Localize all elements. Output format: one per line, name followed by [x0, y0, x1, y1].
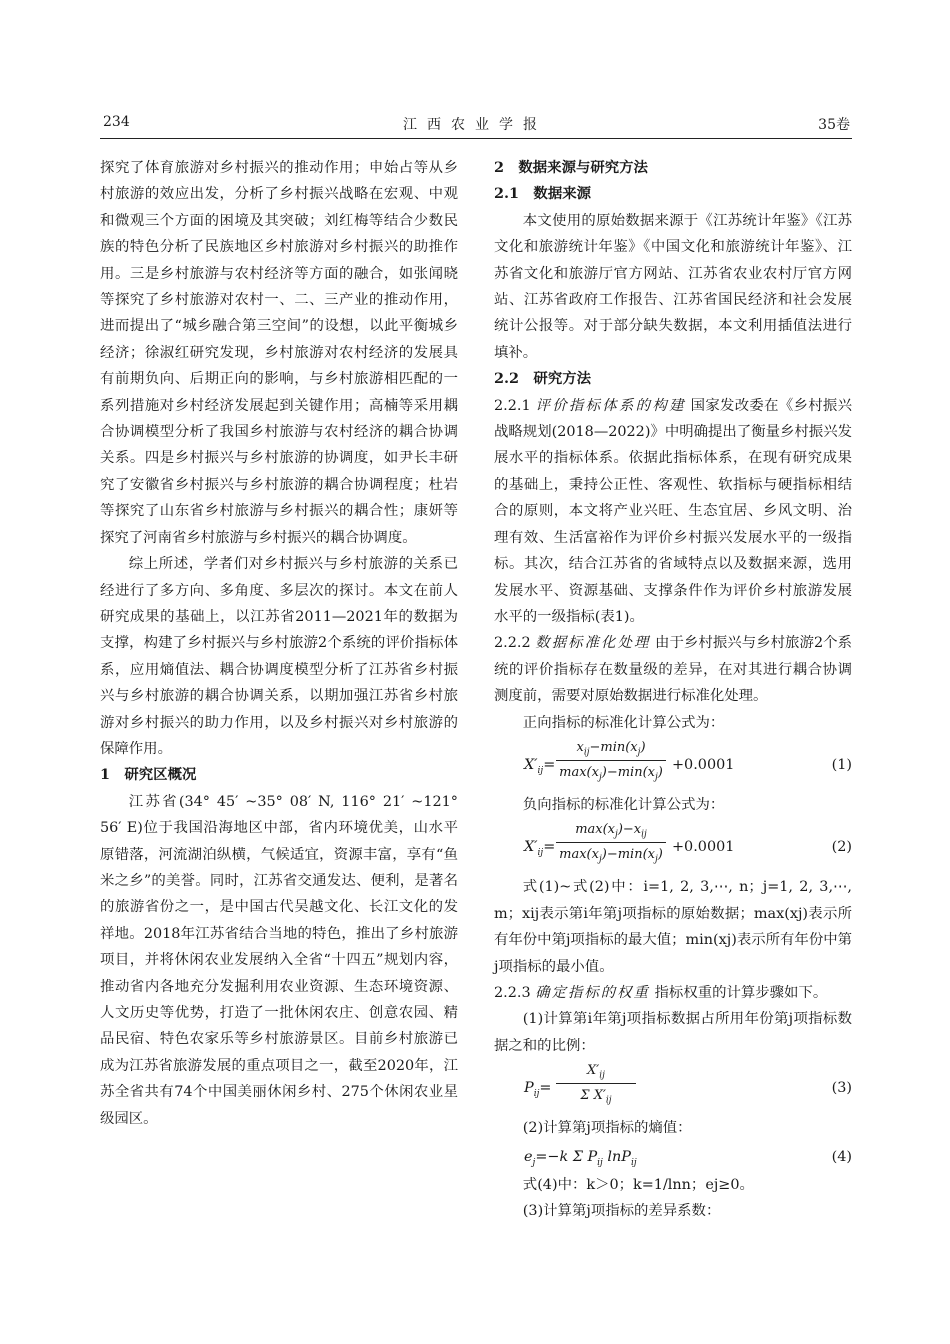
equation-1 [494, 736, 852, 792]
equation-4-number: (4) [831, 1148, 852, 1165]
subsection-2-2-1-title: 评价指标体系的构建 [535, 397, 686, 414]
equation-3-denominator: Σ $X'_{ij}$ [580, 1088, 612, 1106]
section-1-heading: 1 研究区概况 [100, 766, 197, 784]
equation-2 [494, 818, 852, 874]
subsection-2-2-3-text: 指标权重的计算步骤如下。 [654, 984, 828, 1001]
step-1-text: (1)计算第i年第j项指标数据占所用年份第j项指标数据之和的比例： [494, 1011, 852, 1054]
subsection-2-2-1 [494, 393, 852, 631]
left-column [100, 155, 458, 1132]
subsection-2-2-3-number: 2.2.3 [494, 984, 531, 1001]
equation-3-lhs: $P_{ij}=$ [524, 1080, 552, 1100]
subsection-2-2-2-text: 由于乡村振兴与乡村旅游2个系统的评价指标存在数量级的差异，在对其进行耦合协调测度前，需要对原始数据进行标准化处理。 [494, 635, 852, 705]
subsection-2-2-1-text: 国家发改委在《乡村振兴战略规划(2018—2022)》中明确提出了衡量乡村振兴发展水平的指标体系。依据此指标体系，在现有研究成果的基础上，秉持公正性、客观性、软指标与硬指标相结合的原则，本文将产业兴旺、生态宜居、乡风文明、治理有效、生活富裕作为评价乡村振兴发展水平的一级指标。其次，结合江苏省的省域特点以及数据来源，选用发展水平、资源基础、支撑条件作为评价乡村旅游发展水平的一级指标(表1)。 [494, 397, 852, 625]
equation-1-numerator: $x_{ij}-\min(x_j)$ [576, 739, 646, 758]
subsection-2-2-2 [494, 630, 852, 709]
positive-formula-label: 正向指标的标准化计算公式为： [522, 714, 725, 731]
equation-1-lhs: $X'_{ij}=$ [524, 756, 556, 776]
equation-4 [494, 1142, 852, 1172]
journal-title: 江西农业学报 [403, 117, 547, 133]
subsection-2-2-2-number: 2.2.2 [494, 635, 531, 652]
left-paragraph-3: 江苏省(34° 45′ ~35° 08′ N, 116° 21′ ~121° 56′ E)位于我国沿海地区中部，省内环境优美，山水平原错落，河流湖泊纵横，气候适宜，资源丰富，享有“鱼米之乡”的美誉。同时，江苏省交通发达、便利，是著名的旅游省份之一，是中国古代吴越文化、长江文化的发祥地。2018年江苏省结合当地的特色，推出了乡村旅游项目，并将休闲农业发展纳入全省“十四五”规划内容，推动省内各地充分发掘利用农业资源、生态环境资源、人文历史等优势，打造了一批休闲农庄、创意农园、精品民宿、特色农家乐等乡村旅游景区。目前乡村旅游已成为江苏省旅游发展的重点项目之一，截至2020年，江苏全省共有74个中国美丽休闲乡村、275个休闲农业星级园区。 [100, 793, 458, 1127]
header-rule [100, 138, 852, 139]
subsection-2-2-heading: 2.2 研究方法 [494, 370, 591, 388]
subsection-2-2-2-title: 数据标准化处理 [535, 635, 651, 652]
step-3-text: (3)计算第j项指标的差异系数： [522, 1203, 721, 1219]
data-source-paragraph: 本文使用的原始数据来源于《江苏统计年鉴》《江苏文化和旅游统计年鉴》《中国文化和旅游统计年鉴》、江苏省文化和旅游厅官方网站、江苏省农业农村厅官方网站、江苏省政府工作报告、江苏省国民经济和社会发展统计公报等。对于部分缺失数据，本文利用插值法进行填补。 [494, 212, 852, 361]
subsection-2-1-heading: 2.1 数据来源 [494, 185, 591, 203]
subsection-2-2-1-number: 2.2.1 [494, 397, 531, 414]
equation-2-fraction [556, 820, 666, 865]
equation-1-number: (1) [831, 756, 852, 773]
equation-1-constant: +0.0001 [672, 756, 735, 773]
equation-4-expression: $e_j=-k$ Σ $P_{ij}$ lnP$_{ij}$ [524, 1148, 637, 1168]
equation-1-denominator: $\max(x_j)-\min(x_j)$ [559, 764, 663, 783]
equation-1-fraction [556, 738, 666, 783]
volume-label: 35卷 [818, 117, 850, 133]
equation-3-fraction [556, 1061, 636, 1106]
subsection-2-2-3-title: 确定指标的权重 [535, 984, 650, 1001]
equation-2-lhs: $X'_{ij}=$ [524, 839, 556, 859]
equation-2-number: (2) [831, 839, 852, 856]
right-column [494, 155, 852, 1224]
equation-3-numerator: $X'_{ij}$ [587, 1063, 605, 1081]
left-paragraph-1: 探究了体育旅游对乡村振兴的推动作用；申始占等从乡村旅游的效应出发，分析了乡村振兴战略在宏观、中观和微观三个方面的困境及其突破；刘红梅等结合少数民族的特色分析了民族地区乡村旅游对乡村振兴的助推作用。三是乡村旅游与农村经济等方面的融合，如张闻晓等探究了乡村旅游对农村一、二、三产业的推动作用，进而提出了“城乡融合第三空间”的设想，以此平衡城乡经济；徐淑红研究发现，乡村旅游对农村经济的发展具有前期负向、后期正向的影响，与乡村旅游相匹配的一系列措施对乡村经济发展起到关键作用；高楠等采用耦合协调模型分析了我国乡村旅游与农村经济的耦合协调关系。四是乡村振兴与乡村旅游的协调度，如尹长丰研究了安徽省乡村振兴与乡村旅游的耦合协调程度；杜岩等探究了山东省乡村旅游与乡村振兴的耦合性；康妍等探究了河南省乡村旅游与乡村振兴的耦合协调度。 [100, 160, 458, 546]
equation-3-number: (3) [831, 1080, 852, 1097]
step-2-text: (2)计算第j项指标的熵值： [522, 1120, 692, 1137]
left-paragraph-2: 综上所述，学者们对乡村振兴与乡村旅游的关系已经进行了多方向、多角度、多层次的探讨。本文在前人研究成果的基础上，以江苏省2011—2021年的数据为支撑，构建了乡村振兴与乡村旅游2个系统的评价指标体系，应用熵值法、耦合协调度模型分析了江苏省乡村振兴与乡村旅游的耦合协调关系，以期加强江苏省乡村旅游对乡村振兴的助力作用，以及乡村振兴对乡村旅游的保障作用。 [100, 556, 458, 757]
page-number: 234 [103, 114, 130, 130]
subsection-2-2-3 [494, 980, 852, 1006]
equation-3 [494, 1059, 852, 1115]
equation-4-note: 式(4)中：k＞0；k=1/lnn；ej≥0。 [522, 1176, 754, 1193]
equation-notes: 式(1)~式(2)中：i=1, 2, 3,⋯, n；j=1, 2, 3,⋯, m；xij表示第i年第j项指标的原始数据；max(xj)表示所有年份中第j项指标的最大值；min(xj)表示所有年份中第j项指标的最小值。 [494, 879, 852, 975]
negative-formula-label: 负向指标的标准化计算公式为： [522, 796, 725, 813]
section-2-heading: 2 数据来源与研究方法 [494, 159, 648, 176]
equation-2-denominator: $\max(x_j)-\min(x_j)$ [559, 847, 663, 865]
equation-2-numerator: $\max(x_j)-x_{ij}$ [575, 822, 647, 840]
equation-2-constant: +0.0001 [672, 839, 735, 856]
